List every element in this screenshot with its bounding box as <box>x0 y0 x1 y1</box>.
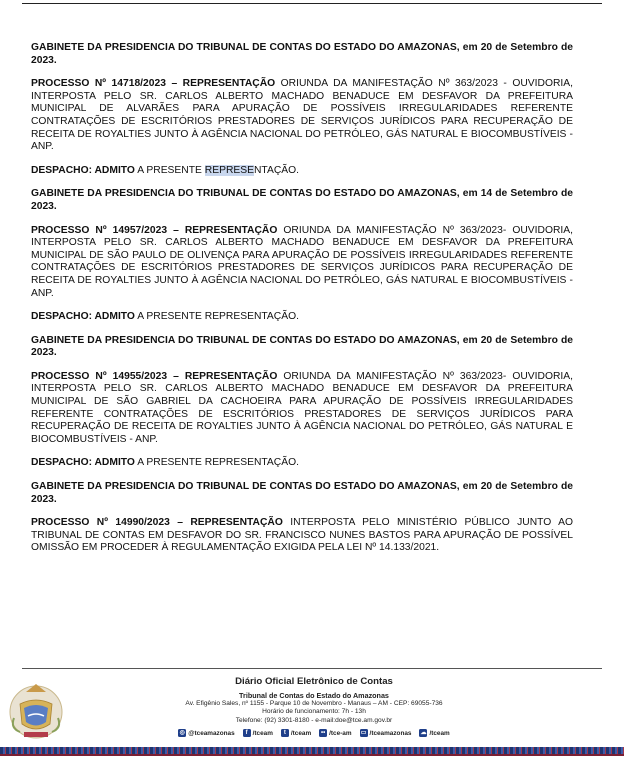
selected-text[interactable]: REPRESE <box>204 164 254 176</box>
flickr-icon: •• <box>321 730 326 737</box>
tv-icon: ▭ <box>360 730 367 737</box>
social-link-cloud[interactable] <box>419 729 449 737</box>
despacho-paragraph <box>31 165 573 178</box>
processo-label: PROCESSO Nº 14718/2023 – REPRESENTAÇÃO <box>31 78 276 90</box>
processo-text: ORIUNDA DA MANIFESTAÇÃO Nº 363/2023- OUVIDORIA, INTERPOSTA PELO SR. CARLOS ALBERTO MACHADO BENADUCE EM DESFAVOR DA PREFEITURA MUNICIPAL DE SÃO GABRIEL DA CACHOEIRA PARA APURAÇÃO DE POSSÍVEIS IRREGULARIDADES REFERENTE CONTRATAÇÕES DE ESCRITÓRIOS PRESTADORES DE SERVIÇOS JURÍDICOS PARA RECUPERAÇÃO DE RECEITA DE ROYALTIES JUNTO À AGÊNCIA NACIONAL DO PETRÓLEO, GÁS NATURAL E BIOCOMBUSTÍVEIS - ANP. <box>31 370 573 445</box>
decorative-band-thin <box>0 754 624 756</box>
processo-text: ORIUNDA DA MANIFESTAÇÃO Nº 363/2023 - OUVIDORIA, INTERPOSTA PELO SR. CARLOS ALBERTO MACHADO BENADUCE EM DESFAVOR DA PREFEITURA MUNICIPAL DE ALVARÃES PARA APURAÇÃO DE POSSÍVEIS IRREGULARIDADES REFERENTE CONTRATAÇÕES DE ESCRITÓRIOS PRESTADORES DE SERVIÇOS JURÍDICOS PARA RECUPERAÇÃO DE RECEITA DE ROYALTIES JUNTO À AGÊNCIA NACIONAL DO PETRÓLEO, GÁS NATURAL E BIOCOMBUSTÍVEIS - ANP. <box>31 78 573 153</box>
despacho-label: DESPACHO: ADMITO <box>31 311 135 323</box>
social-link-tv[interactable] <box>360 729 412 737</box>
gabinete-heading: GABINETE DA PRESIDENCIA DO TRIBUNAL DE CONTAS DO ESTADO DO AMAZONAS, em 20 de Setembro de 2023. <box>31 481 573 505</box>
social-link-instagram[interactable] <box>178 729 234 737</box>
social-label: /tceam <box>252 729 273 737</box>
social-label: /tceam <box>429 729 450 737</box>
twitter-icon: t <box>281 729 289 737</box>
processo-text: INTERPOSTA PELO MINISTÉRIO PÚBLICO JUNTO AO TRIBUNAL DE CONTAS EM DESFAVOR DO SR. FRANCISCO NUNES BASTOS PARA APURAÇÃO DE POSSÍVEL OMISSÃO EM PROCEDER À REGULAMENTAÇÃO EXIGIDA PELA LEI Nº 14.133/2021. <box>31 517 574 554</box>
processo-paragraph <box>31 225 573 301</box>
footer-contact: Telefone: (92) 3301-8180 - e-mail:doe@tce.am.gov.br <box>235 716 393 724</box>
footer-hours: Horário de funcionamento: 7h - 13h <box>262 708 366 716</box>
social-label: /tce-am <box>329 729 352 737</box>
gabinete-heading: GABINETE DA PRESIDENCIA DO TRIBUNAL DE CONTAS DO ESTADO DO AMAZONAS, em 20 de Setembro de 2023. <box>31 42 573 66</box>
footer-org: Tribunal de Contas do Estado do Amazonas <box>239 691 389 700</box>
processo-paragraph <box>31 517 573 555</box>
decorative-band <box>0 747 624 754</box>
despacho-text: A PRESENTE REPRESENTAÇÃO. <box>134 457 299 469</box>
footer <box>120 676 508 737</box>
tce-seal-logo <box>6 674 66 742</box>
despacho-paragraph <box>31 457 573 470</box>
social-label: /tceam <box>290 729 312 737</box>
despacho-label: DESPACHO: ADMITO <box>31 457 135 469</box>
footer-address: Av. Efigênio Sales, nº 1155 - Parque 10 de Novembro - Manaus – AM - CEP: 69055-736 <box>185 700 443 707</box>
social-link-flickr[interactable] <box>319 729 351 737</box>
gabinete-heading: GABINETE DA PRESIDENCIA DO TRIBUNAL DE CONTAS DO ESTADO DO AMAZONAS, em 14 de Setembro de 2023. <box>31 188 573 212</box>
footer-rule <box>22 668 602 669</box>
despacho-text: A PRESENTE REPRESENTAÇÃO. <box>134 311 299 323</box>
processo-text: ORIUNDA DA MANIFESTAÇÃO Nº 363/2023- OUVIDORIA, INTERPOSTA PELO SR. CARLOS ALBERTO MACHADO BENADUCE EM DESFAVOR DA PREFEITURA MUNICIPAL DE SÃO PAULO DE OLIVENÇA PARA APURAÇÃO DE POSSÍVEIS IRREGULARIDADES REFERENTE CONTRATAÇÕES DE ESCRITÓRIOS PRESTADORES DE SERVIÇOS JURÍDICOS PARA RECUPERAÇÃO DE RECEITA DE ROYALTIES JUNTO À AGÊNCIA NACIONAL DO PETRÓLEO, GÁS NATURAL E BIOCOMBUSTÍVEIS - ANP. <box>31 224 573 299</box>
despacho-paragraph <box>31 311 573 324</box>
top-rule <box>22 3 602 4</box>
social-label: /tceamazonas <box>369 729 412 737</box>
despacho-label: DESPACHO: ADMITO <box>31 164 135 176</box>
processo-label: PROCESSO Nº 14957/2023 – REPRESENTAÇÃO <box>31 224 278 236</box>
instagram-icon: ◎ <box>179 730 185 737</box>
footer-title: Diário Oficial Eletrônico de Contas <box>235 676 393 687</box>
processo-label: PROCESSO Nº 14955/2023 – REPRESENTAÇÃO <box>31 370 278 382</box>
despacho-text-post: NTAÇÃO. <box>253 164 299 176</box>
cloud-icon: ☁ <box>420 730 427 737</box>
processo-paragraph <box>31 371 573 447</box>
despacho-text-pre: A PRESENTE <box>134 164 205 176</box>
gabinete-heading: GABINETE DA PRESIDENCIA DO TRIBUNAL DE CONTAS DO ESTADO DO AMAZONAS, em 20 de Setembro de 2023. <box>31 334 573 359</box>
social-links <box>120 729 508 737</box>
social-link-facebook[interactable] <box>243 729 273 737</box>
document-body <box>31 42 573 566</box>
social-link-twitter[interactable] <box>281 729 311 737</box>
processo-label: PROCESSO Nº 14990/2023 – REPRESENTAÇÃO <box>31 517 283 529</box>
social-label: @tceamazonas <box>188 729 235 737</box>
processo-paragraph <box>31 78 573 154</box>
facebook-icon: f <box>243 729 251 737</box>
